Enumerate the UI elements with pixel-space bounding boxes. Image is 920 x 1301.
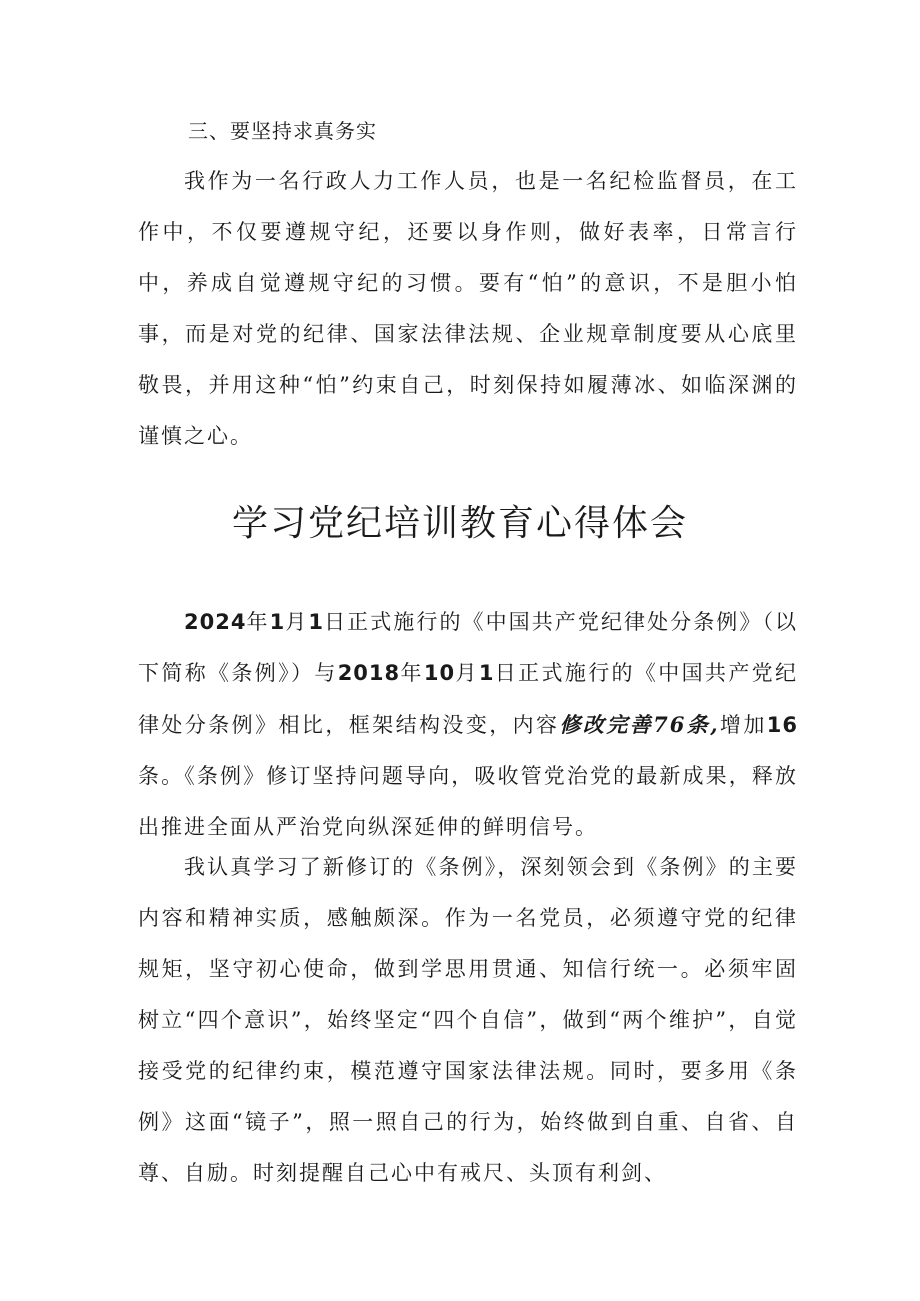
year-2018: 2018 bbox=[337, 661, 401, 685]
added-count: 16 bbox=[766, 713, 798, 737]
month-number: 10 bbox=[423, 661, 456, 685]
text-segment: 年 bbox=[400, 661, 424, 685]
text-segment: 日正式施行的《中国共产党纪律处分条例》（以下简称《条例》）与 bbox=[138, 610, 799, 685]
article-title: 学习党纪培训教育心得体会 bbox=[231, 503, 688, 544]
text-segment: 年 bbox=[246, 610, 270, 634]
section-heading: 三、要坚持求真务实 bbox=[188, 119, 377, 143]
text-segment: 条。《条例》修订坚持问题导向，吸收管党治党的最新成果，释放出推进全面从严治党向纵深延伸的鲜明信号。 bbox=[138, 764, 798, 839]
day-number: 1 bbox=[478, 661, 495, 685]
section-paragraph: 我作为一名行政人力工作人员，也是一名纪检监督员，在工作中，不仅要遵规守纪，还要以身作则，做好表率，日常言行中，养成自觉遵规守纪的习惯。要有“怕”的意识，不是胆小怕事，而是对党的纪律、国家法律法规、企业规章制度要从心底里敬畏，并用这种“怕”约束自己，时刻保持如履薄冰、如临深渊的谨慎之心。 bbox=[138, 169, 798, 448]
article-paragraph-1 bbox=[138, 597, 798, 853]
text-segment: 月 bbox=[285, 610, 309, 634]
day-number: 1 bbox=[308, 610, 325, 634]
text-segment: 日正式施行的《中国共产党纪律处分条例》相比，框架结构没变，内容 bbox=[138, 661, 799, 737]
emphasized-text: 修改完善76条, bbox=[559, 712, 720, 737]
article-paragraph-2: 我认真学习了新修订的《条例》，深刻领会到《条例》的主要内容和精神实质，感触颇深。作为一名党员，必须遵守党的纪律规矩，坚守初心使命，做到学思用贯通、知信行统一。必须牢固树立“四个意识”，始终坚定“四个自信”，做到“两个维护”，自觉接受党的纪律约束，模范遵守国家法律法规。同时，要多用《条例》这面“镜子”，照一照自己的行为，始终做到自重、自省、自尊、自励。时刻提醒自己心中有戒尺、头顶有利剑、 bbox=[138, 855, 798, 1185]
year-2024: 2024 bbox=[184, 610, 247, 634]
month-number: 1 bbox=[269, 610, 286, 634]
text-segment: 增加 bbox=[719, 713, 767, 737]
text-segment: 月 bbox=[455, 661, 479, 685]
